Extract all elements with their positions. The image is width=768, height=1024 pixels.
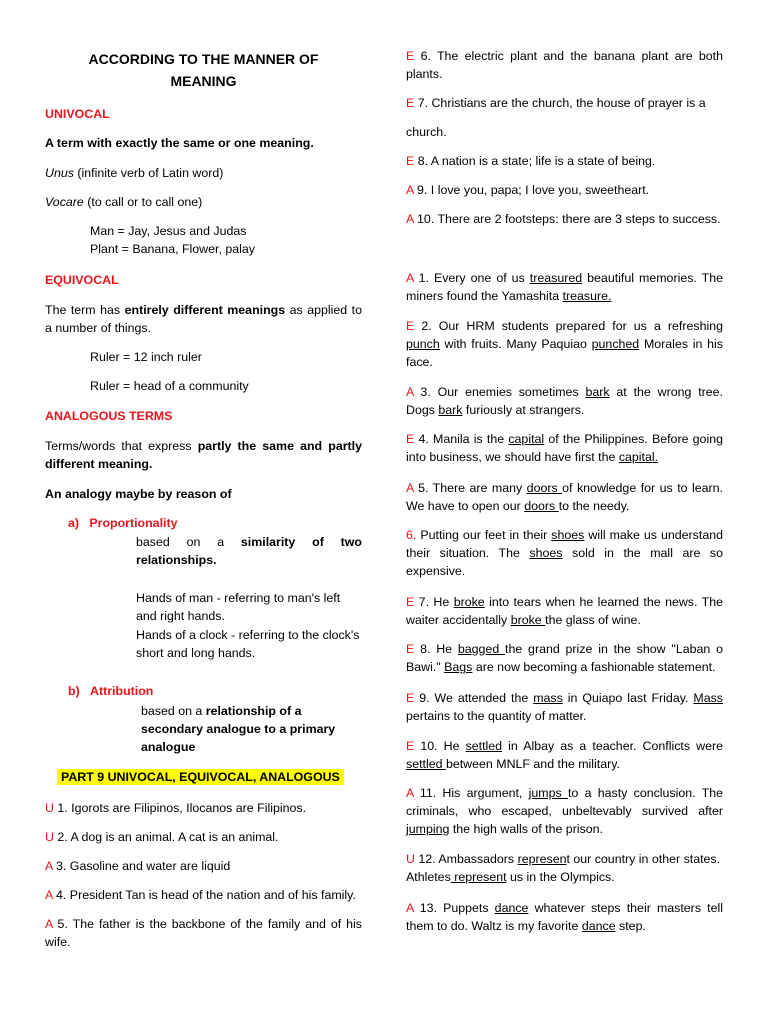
proportionality-example-2: Hands of a clock - referring to the clock's short and long hands. (136, 628, 360, 660)
text-part: us in the Olympics. (506, 870, 615, 884)
text-part: 10. He (414, 739, 466, 753)
text-part: Morales in his face. (406, 337, 723, 369)
sentence-item-11 (406, 784, 723, 838)
item-text: 4. President Tan is head of the nation and of his family. (52, 888, 356, 902)
item-text: 9. I love you, papa; I love you, sweetheart. (413, 183, 650, 197)
analogy-by-reason: An analogy maybe by reason of (45, 487, 232, 501)
text-part: the high walls of the prison. (449, 822, 604, 836)
analogous-def-bold: partly the same and partly different meaning. (45, 439, 363, 471)
sentence-item-6 (406, 526, 723, 580)
title-line-2: MEANING (170, 73, 237, 89)
underlined-term: punched (591, 337, 640, 351)
underlined-term: mass (533, 691, 563, 705)
answer-letter: 6. (406, 528, 417, 542)
text-part: to the needy. (558, 499, 630, 513)
underlined-term: shoes (551, 528, 585, 542)
answer-letter: E (406, 319, 415, 333)
underlined-term: jumps (528, 786, 568, 800)
proportionality-example-1: Hands of man - referring to man's left and right hands. (136, 591, 341, 623)
item-e6 (406, 47, 723, 83)
answer-letter: E (406, 595, 415, 609)
equivocal-def-bold: entirely different meanings (124, 303, 286, 317)
text-part: pertains to the quantity of matter. (406, 709, 587, 723)
text-part: into tears when he learned the news. The waiter accidentally (406, 595, 723, 627)
answer-letter: E (406, 739, 415, 753)
sentence-item-8 (406, 640, 723, 676)
underlined-term: represent (450, 870, 507, 884)
text-part: 7. He (414, 595, 454, 609)
univocal-heading: UNIVOCAL (45, 107, 110, 121)
item-e7-line-2: church. (406, 125, 447, 139)
answer-letter: E (406, 49, 415, 63)
item-text: 8. A nation is a state; life is a state of being. (414, 154, 656, 168)
univocal-example-1: Man = Jay, Jesus and Judas (90, 224, 247, 238)
proportionality-marker: a) (68, 516, 80, 530)
equivocal-example-2: Ruler = head of a community (90, 379, 249, 393)
part9-item-4 (45, 886, 362, 904)
underlined-term: bagged (457, 642, 506, 656)
text-part: 8. He (414, 642, 458, 656)
equivocal-example-1: Ruler = 12 inch ruler (90, 350, 202, 364)
underlined-term: broke (510, 613, 546, 627)
text-part: at the wrong tree. Dogs (406, 385, 723, 417)
sentence-item-5 (406, 479, 723, 515)
underlined-term: shoes (529, 546, 563, 560)
answer-letter: A (406, 786, 414, 800)
proportionality-heading (68, 514, 362, 532)
item-text: 1. Igorots are Filipinos, Ilocanos are Filipinos. (53, 801, 307, 815)
answer-letter: A (45, 917, 53, 931)
text-part: t our country in other states. Athletes (406, 852, 721, 884)
text-part: in Albay as a teacher. Conflicts were (502, 739, 723, 753)
text-part: 11. His argument, (413, 786, 529, 800)
attribution-label: Attribution (90, 684, 154, 698)
text-part: the glass of wine. (545, 613, 641, 627)
underlined-term: broke (453, 595, 485, 609)
text-part: with fruits. Many Paquiao (439, 337, 592, 351)
underlined-term: doors (526, 481, 563, 495)
text-part: the grand prize in the show "Laban o Bawi." (406, 642, 723, 674)
text-part: of knowledge for us to learn. We have to open our (406, 481, 723, 513)
item-a10 (406, 210, 723, 228)
underlined-term: dance (581, 919, 616, 933)
part9-item-2 (45, 828, 362, 846)
underlined-term: doors (524, 499, 559, 513)
answer-letter: A (406, 481, 414, 495)
underlined-term: jumping (406, 822, 450, 836)
underlined-term: settled (406, 757, 446, 771)
text-part: sold in the mall are so expensive. (406, 546, 723, 578)
attribution-definition (141, 702, 362, 756)
proportionality-def-pre: based on a (136, 535, 241, 549)
sentence-item-12 (406, 850, 723, 886)
answer-letter: A (406, 385, 414, 399)
proportionality-label: Proportionality (89, 516, 178, 530)
text-part: in Quiapo last Friday. (562, 691, 694, 705)
text-part: 12. Ambassadors (414, 852, 518, 866)
answer-letter: A (406, 183, 414, 197)
sentence-item-9 (406, 689, 723, 725)
answer-letter: E (406, 691, 415, 705)
sentence-item-1 (406, 269, 723, 305)
underlined-term: bark (585, 385, 610, 399)
answer-letter: E (406, 642, 415, 656)
text-part: 9. We attended the (414, 691, 534, 705)
attribution-def-pre: based on a (141, 704, 206, 718)
answer-letter: U (45, 801, 54, 815)
analogous-definition (45, 437, 362, 473)
item-e7-line-1 (406, 94, 723, 112)
item-text: 7. Christians are the church, the house of prayer is a (414, 96, 706, 110)
attribution-def-bold: relationship of a secondary analogue to a primary analogue (141, 704, 336, 754)
sentence-item-7 (406, 593, 723, 629)
page-title (45, 48, 362, 92)
text-part: of the Philippines. Before going into business, we should have first the (406, 432, 723, 464)
equivocal-heading: EQUIVOCAL (45, 273, 119, 287)
item-text: 6. The electric plant and the banana plant are both plants. (406, 49, 723, 81)
attribution-marker: b) (68, 684, 80, 698)
text-part: 3. Our enemies sometimes (413, 385, 586, 399)
text-part: 1. Every one of us (413, 271, 530, 285)
answer-letter: A (45, 859, 53, 873)
answer-letter: A (406, 212, 414, 226)
vocare-line (45, 193, 362, 211)
sentence-item-10 (406, 737, 723, 773)
underlined-term: represen (517, 852, 567, 866)
underlined-term: punch (406, 337, 440, 351)
text-part: 13. Puppets (413, 901, 495, 915)
part9-item-5 (45, 915, 362, 951)
answer-letter: A (406, 901, 414, 915)
answer-letter: A (45, 888, 53, 902)
underlined-term: dance (494, 901, 529, 915)
item-text: 5. The father is the backbone of the family and of his wife. (45, 917, 362, 949)
proportionality-definition (136, 533, 362, 569)
item-a9 (406, 181, 723, 199)
vocare-word: Vocare (45, 195, 84, 209)
text-part: whatever steps their masters tell them to do. Waltz is my favorite (406, 901, 723, 933)
underlined-term: Mass (693, 691, 723, 705)
analogous-heading: ANALOGOUS TERMS (45, 409, 173, 423)
item-e8 (406, 152, 723, 170)
univocal-definition: A term with exactly the same or one meaning. (45, 136, 314, 150)
unus-rest: (infinite verb of Latin word) (73, 166, 224, 180)
answer-letter: U (406, 852, 415, 866)
sentence-item-3 (406, 383, 723, 419)
part9-heading (57, 768, 362, 786)
part9-item-3 (45, 857, 362, 875)
answer-letter: E (406, 432, 415, 446)
unus-word: Unus (45, 166, 74, 180)
underlined-term: treasure. (562, 289, 612, 303)
sentence-item-4 (406, 430, 723, 466)
underlined-term: capital (508, 432, 545, 446)
sentence-item-2 (406, 317, 723, 371)
proportionality-def-bold: similarity of two relationships. (136, 535, 362, 567)
univocal-example-2: Plant = Banana, Flower, palay (90, 242, 255, 256)
equivocal-def-post: as applied to a number of things. (45, 303, 362, 335)
attribution-heading (68, 682, 362, 700)
text-part: will make us understand their situation. The (406, 528, 723, 560)
text-part: between MNLF and the military. (445, 757, 620, 771)
vocare-rest: (to call or to call one) (83, 195, 203, 209)
underlined-term: bark (438, 403, 463, 417)
underlined-term: capital. (618, 450, 659, 464)
text-part: Putting our feet in their (416, 528, 552, 542)
underlined-term: settled (465, 739, 503, 753)
text-part: beautiful memories. The miners found the Yamashita (406, 271, 723, 303)
item-text: 10. There are 2 footsteps: there are 3 steps to success. (413, 212, 721, 226)
text-part: are now becoming a fashionable statement. (472, 660, 716, 674)
text-part: to a hasty conclusion. The criminals, who escaped, unbeltevably survived after (406, 786, 724, 818)
part9-heading-text: PART 9 UNIVOCAL, EQUIVOCAL, ANALOGOUS (57, 769, 344, 785)
text-part: furiously at strangers. (462, 403, 585, 417)
part9-item-1 (45, 799, 362, 817)
text-part: 4. Manila is the (414, 432, 509, 446)
text-part: step. (615, 919, 646, 933)
item-text: 2. A dog is an animal. A cat is an animal. (53, 830, 279, 844)
equivocal-definition (45, 301, 362, 337)
underlined-term: Bags (444, 660, 473, 674)
answer-letter: E (406, 154, 415, 168)
unus-line (45, 164, 362, 182)
answer-letter: E (406, 96, 415, 110)
answer-letter: U (45, 830, 54, 844)
text-part: 5. There are many (413, 481, 527, 495)
equivocal-def-pre: The term has (45, 303, 125, 317)
analogous-def-pre: Terms/words that express (45, 439, 198, 453)
title-line-1: ACCORDING TO THE MANNER OF (88, 51, 319, 67)
item-text: 3. Gasoline and water are liquid (52, 859, 231, 873)
sentence-item-13 (406, 899, 723, 935)
underlined-term: treasured (529, 271, 583, 285)
answer-letter: A (406, 271, 414, 285)
text-part: 2. Our HRM students prepared for us a refreshing (414, 319, 723, 333)
